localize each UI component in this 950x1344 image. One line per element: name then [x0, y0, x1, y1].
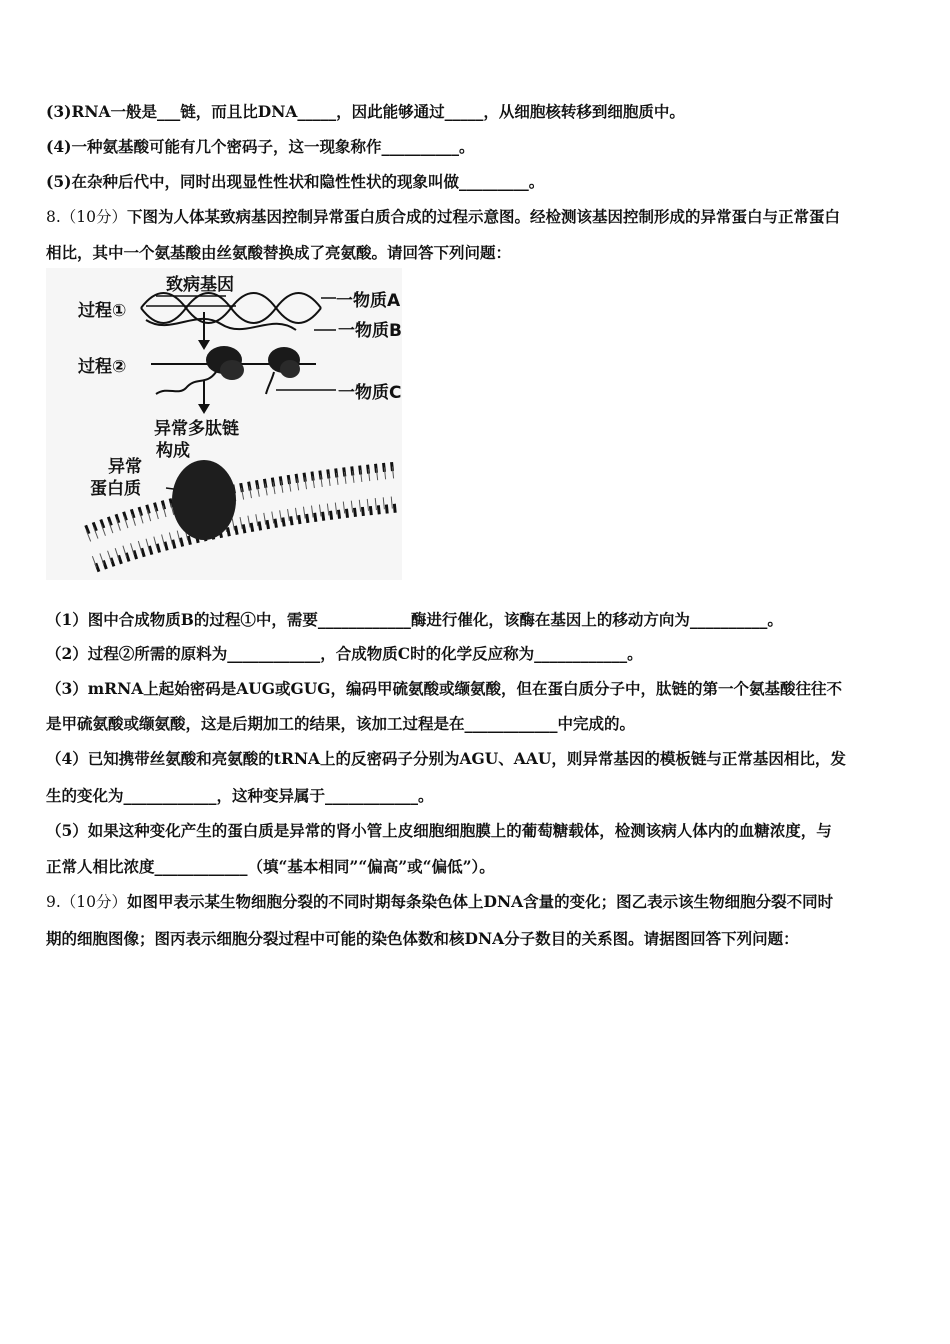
peptide-chain-1: [156, 372, 216, 394]
peptide-chain-2: [266, 372, 274, 394]
question-9-number: 9.: [46, 893, 61, 911]
figure-label-protein-2: 蛋白质: [90, 479, 141, 499]
figure-label-gene: 致病基因: [166, 275, 234, 295]
question-8-sub-3-b: 是甲硫氨酸或缬氨酸，这是后期加工的结果，该加工过程是在____________中完成的。: [46, 714, 636, 733]
abnormal-protein: [172, 460, 236, 540]
figure-label-substance-a: 一物质A: [336, 291, 401, 311]
question-8-text-a: 下图为人体某致病基因控制异常蛋白质合成的过程示意图。经检测该基因控制形成的异常蛋白与正常蛋白: [127, 207, 841, 226]
question-8-sub-2: （2）过程②所需的原料为____________，合成物质C时的化学反应称为____________。: [46, 644, 643, 663]
question-8-text-b: 相比，其中一个氨基酸由丝氨酸替换成了亮氨酸。请回答下列问题：: [46, 243, 512, 262]
figure-label-substance-b: 一物质B: [338, 321, 402, 341]
question-7-part-4: (4)一种氨基酸可能有几个密码子，这一现象称作__________。: [46, 137, 475, 156]
figure-label-polypeptide: 异常多肽链: [154, 419, 239, 439]
figure-label-construct: 构成: [156, 441, 190, 461]
question-8-sub-4-a: （4）已知携带丝氨酸和亮氨酸的tRNA上的反密码子分别为AGU、AAU，则异常基因的模板链与正常基因相比，发: [46, 749, 846, 768]
figure-label-process-2: 过程②: [78, 357, 127, 377]
question-8-sub-4-b: 生的变化为____________，这种变异属于____________。: [46, 786, 434, 805]
question-8-score: （10分）: [60, 208, 128, 226]
question-9-score: （10分）: [60, 893, 128, 911]
question-9-text-b: 期的细胞图像；图丙表示细胞分裂过程中可能的染色体数和核DNA分子数目的关系图。请据图回答下列问题：: [46, 929, 799, 948]
question-8-intro: [46, 207, 840, 227]
question-8-number: 8.: [46, 208, 61, 226]
gene-expression-figure: [46, 268, 402, 580]
figure-diagram: [46, 268, 402, 580]
question-7-part-5: (5)在杂种后代中，同时出现显性性状和隐性性状的现象叫做_________。: [46, 172, 545, 191]
figure-label-process-1: 过程①: [78, 301, 127, 321]
question-8-sub-5-a: （5）如果这种变化产生的蛋白质是异常的肾小管上皮细胞细胞膜上的葡萄糖载体，检测该病人体内的血糖浓度，与: [46, 821, 832, 840]
ribosome-2-small: [280, 360, 300, 378]
question-8-sub-1: （1）图中合成物质B的过程①中，需要____________酶进行催化，该酶在基因上的移动方向为__________。: [46, 610, 783, 629]
figure-label-substance-c: 一物质C: [338, 383, 402, 403]
question-9-text-a: 如图甲表示某生物细胞分裂的不同时期每条染色体上DNA含量的变化；图乙表示该生物细胞分裂不同时: [127, 892, 834, 911]
question-7-part-3: (3)RNA一般是___链，而且比DNA_____，因此能够通过_____，从细胞核转移到细胞质中。: [46, 102, 685, 121]
question-9-intro: [46, 892, 833, 912]
ribosome-1-small: [220, 360, 244, 380]
figure-label-protein-1: 异常: [108, 457, 142, 477]
question-8-sub-5-b: 正常人相比浓度____________（填“基本相同”“偏高”或“偏低”）。: [46, 857, 495, 876]
question-8-sub-3-a: （3）mRNA上起始密码是AUG或GUG，编码甲硫氨酸或缬氨酸，但在蛋白质分子中，肽链的第一个氨基酸往往不: [46, 679, 843, 698]
arrow-2-head: [198, 404, 210, 414]
arrow-1-head: [198, 340, 210, 350]
dna-strand-2: [141, 293, 321, 323]
mrna-substance-b: [146, 319, 296, 330]
